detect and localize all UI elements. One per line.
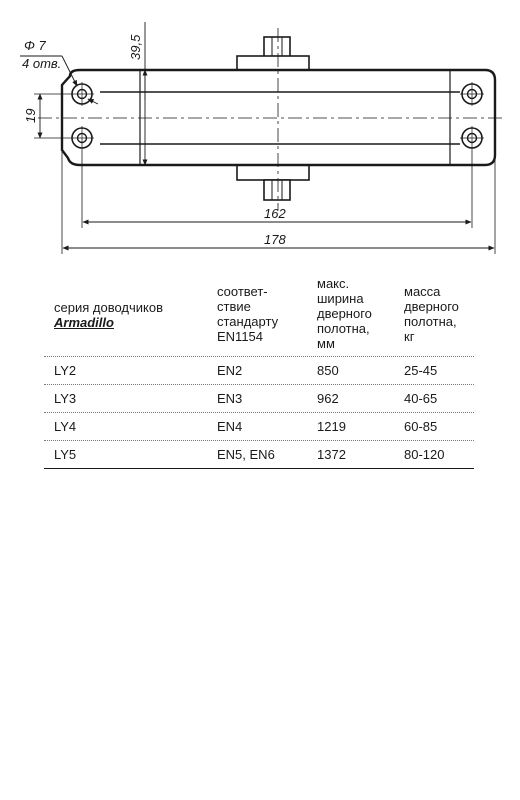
table-row xyxy=(44,357,474,385)
cell-standard: EN4 xyxy=(217,419,243,434)
cell-max-width: 962 xyxy=(317,391,339,406)
table-row xyxy=(44,413,474,441)
door-closer-drawing xyxy=(0,0,520,265)
table-row xyxy=(44,385,474,413)
top-nut xyxy=(237,37,309,71)
overall-length-label: 178 xyxy=(264,232,286,247)
cell-series: LY4 xyxy=(54,419,77,434)
inner-length-label: 162 xyxy=(264,206,286,221)
hole-diameter-label: Φ 7 xyxy=(24,38,46,53)
header-mass: масса дверного полотна, кг xyxy=(404,284,459,344)
cell-mass: 80-120 xyxy=(404,447,445,462)
table-row xyxy=(44,441,474,468)
cell-standard: EN3 xyxy=(217,391,243,406)
height-label: 39,5 xyxy=(128,34,143,60)
spec-table xyxy=(44,270,474,469)
hole-spacing-label: 19 xyxy=(23,108,38,123)
header-series-label: серия доводчиков xyxy=(54,300,163,315)
cell-mass: 40-65 xyxy=(404,391,438,406)
table-header xyxy=(44,270,474,356)
cell-max-width: 1219 xyxy=(317,419,346,434)
cell-mass: 60-85 xyxy=(404,419,438,434)
cell-max-width: 850 xyxy=(317,363,339,378)
table-bottom-rule xyxy=(44,468,474,469)
hole-count-label: 4 отв. xyxy=(22,56,62,71)
cell-standard: EN5, EN6 xyxy=(217,447,275,462)
cell-series: LY5 xyxy=(54,447,77,462)
closer-body xyxy=(62,70,495,165)
cell-max-width: 1372 xyxy=(317,447,346,462)
cell-series: LY3 xyxy=(54,391,77,406)
header-standard: соответ- ствие стандарту EN1154 xyxy=(217,284,279,344)
bottom-nut xyxy=(237,165,309,200)
header-series xyxy=(54,300,163,330)
cell-series: LY2 xyxy=(54,363,77,378)
table-body xyxy=(44,357,474,468)
header-max-width: макс. ширина дверного полотна, мм xyxy=(317,276,372,351)
cell-mass: 25-45 xyxy=(404,363,438,378)
header-series-name: Armadillo xyxy=(54,315,114,330)
cell-standard: EN2 xyxy=(217,363,243,378)
